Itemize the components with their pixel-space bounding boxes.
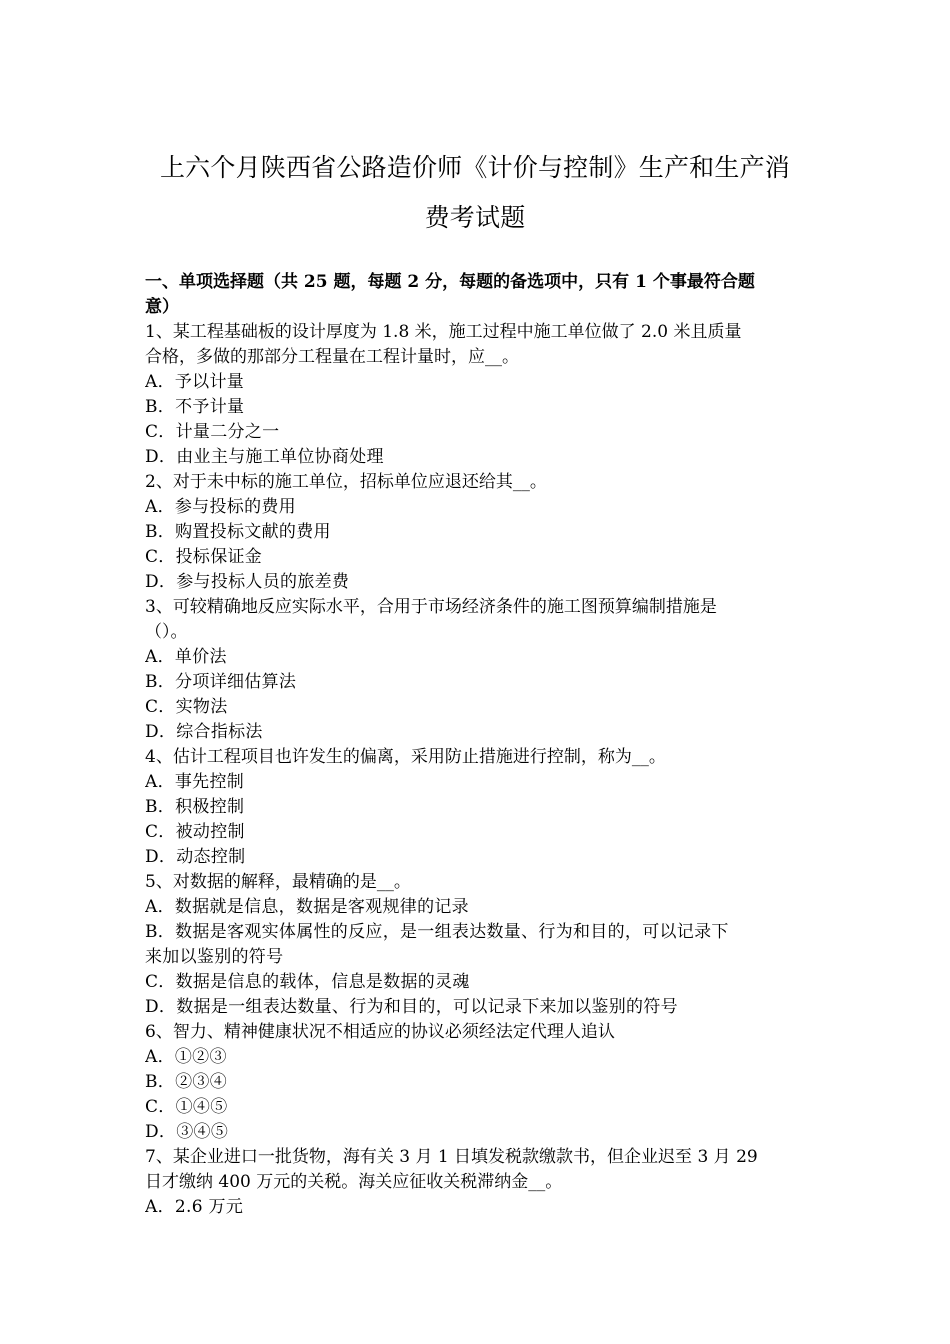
answer-option: D．综合指标法 bbox=[145, 722, 263, 742]
question-1 bbox=[145, 320, 810, 470]
question-stem: （）。 bbox=[145, 622, 188, 642]
question-stem: 6、智力、精神健康状况不相适应的协议必须经法定代理人追认 bbox=[145, 1022, 615, 1042]
question-stem: 5、对数据的解释，最精确的是__。 bbox=[145, 872, 411, 892]
answer-option: D．由业主与施工单位协商处理 bbox=[145, 447, 384, 467]
answer-option: C．①④⑤ bbox=[145, 1097, 228, 1117]
answer-option: C．数据是信息的载体，信息是数据的灵魂 bbox=[145, 972, 470, 992]
question-stem: 3、可较精确地反应实际水平，合用于市场经济条件的施工图预算编制措施是 bbox=[145, 597, 717, 617]
answer-option-continued: 来加以鉴别的符号 bbox=[145, 947, 284, 967]
answer-option: D．③④⑤ bbox=[145, 1122, 229, 1142]
answer-option: A．单价法 bbox=[145, 647, 227, 667]
answer-option: A．事先控制 bbox=[145, 772, 245, 792]
answer-option: B．不予计量 bbox=[145, 397, 245, 417]
answer-option: B．分项详细估算法 bbox=[145, 672, 297, 692]
question-stem: 合格，多做的那部分工程量在工程计量时，应__。 bbox=[145, 347, 519, 367]
question-2 bbox=[145, 470, 810, 595]
question-6 bbox=[145, 1020, 810, 1145]
answer-option: A．参与投标的费用 bbox=[145, 497, 296, 517]
answer-option: D．数据是一组表达数量、行为和目的，可以记录下来加以鉴别的符号 bbox=[145, 997, 678, 1017]
document-title-line-1: 上六个月陕西省公路造价师《计价与控制》生产和生产消 bbox=[159, 153, 790, 182]
answer-option: A．①②③ bbox=[145, 1047, 227, 1067]
answer-option: C．计量二分之一 bbox=[145, 422, 280, 442]
question-7 bbox=[145, 1145, 810, 1220]
answer-option: C．实物法 bbox=[145, 697, 228, 717]
question-stem: 7、某企业进口一批货物，海有关 3 月 1 日填发税款缴款书，但企业迟至 3 月 29 bbox=[145, 1147, 758, 1167]
question-3 bbox=[145, 595, 810, 745]
answer-option: D．动态控制 bbox=[145, 847, 246, 867]
answer-option: C．被动控制 bbox=[145, 822, 245, 842]
answer-option: A．予以计量 bbox=[145, 372, 245, 392]
question-stem: 4、估计工程项目也许发生的偏离，采用防止措施进行控制，称为__。 bbox=[145, 747, 666, 767]
document-title-line-2: 费考试题 bbox=[424, 203, 526, 232]
question-stem: 日才缴纳 400 万元的关税。海关应征收关税滞纳金__。 bbox=[145, 1172, 563, 1192]
answer-option: B．积极控制 bbox=[145, 797, 245, 817]
question-stem: 1、某工程基础板的设计厚度为 1.8 米，施工过程中施工单位做了 2.0 米且质量 bbox=[145, 322, 742, 342]
answer-option: C．投标保证金 bbox=[145, 547, 263, 567]
question-4 bbox=[145, 745, 810, 870]
answer-option: A．2.6 万元 bbox=[145, 1197, 244, 1217]
section-heading-line-2: 意） bbox=[145, 297, 179, 317]
section-heading-line-1: 一、单项选择题（共 25 题，每题 2 分，每题的备选项中，只有 1 个事最符合题 bbox=[145, 272, 755, 292]
answer-option: B．②③④ bbox=[145, 1072, 227, 1092]
answer-option: B．数据是客观实体属性的反应，是一组表达数量、行为和目的，可以记录下 bbox=[145, 922, 729, 942]
answer-option: A．数据就是信息，数据是客观规律的记录 bbox=[145, 897, 469, 917]
answer-option: D．参与投标人员的旅差费 bbox=[145, 572, 350, 592]
question-5 bbox=[145, 870, 810, 1020]
document-body bbox=[145, 270, 810, 1220]
question-stem: 2、对于未中标的施工单位，招标单位应退还给其__。 bbox=[145, 472, 547, 492]
answer-option: B．购置投标文献的费用 bbox=[145, 522, 331, 542]
